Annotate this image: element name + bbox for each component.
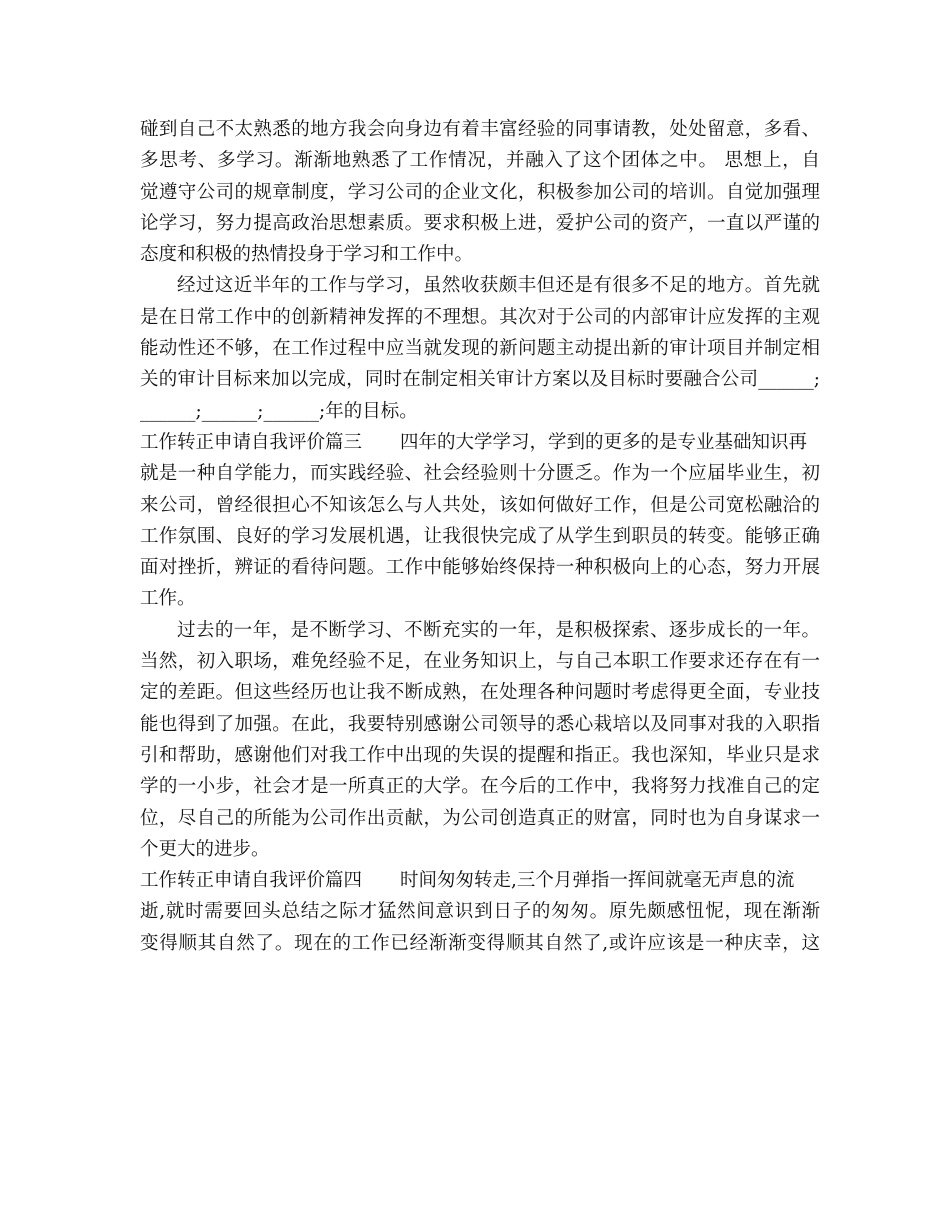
section-heading: 工作转正申请自我评价篇三 (140, 431, 363, 453)
text-fragment: 四年的大学学习，学到的更多的是专业基础知识再 (400, 431, 808, 453)
text-line: 逝,就时需要回头总结之际才猛然间意识到日子的匆匆。原先颇感忸怩，现在渐渐 (140, 901, 820, 923)
paragraph-5 (140, 865, 820, 959)
text-line: 面对挫折，辨证的看待问题。工作中能够始终保持一种积极向上的心态，努力开展 (140, 557, 820, 579)
text-line: 关的审计目标来加以完成，同时在制定相关审计方案以及目标时要融合公司______; (140, 369, 820, 391)
text-line: 态度和积极的热情投身于学习和工作中。 (140, 244, 474, 266)
text-line: 碰到自己不太熟悉的地方我会向身边有着丰富经验的同事请教，处处留意，多看、 (140, 119, 820, 140)
paragraph-3 (140, 427, 820, 615)
text-line: 引和帮助，感谢他们对我工作中出现的失误的提醒和指正。我也深知，毕业只是求 (140, 744, 820, 766)
text-line: 位，尽自己的所能为公司作出贡献，为公司创造真正的财富，同时也为自身谋求一 (140, 807, 820, 829)
text-line (140, 865, 820, 896)
text-line: 能也得到了加强。在此，我要特别感谢公司领导的悉心栽培以及同事对我的入职指 (140, 713, 820, 735)
text-line: 经过这近半年的工作与学习，虽然收获颇丰但还是有很多不足的地方。首先就 (177, 275, 820, 297)
section-heading: 工作转正申请自我评价篇四 (140, 870, 363, 892)
text-line: 个更大的进步。 (140, 838, 270, 860)
paragraph-4 (140, 615, 820, 865)
paragraph-2 (140, 270, 820, 426)
text-line: 多思考、多学习。渐渐地熟悉了工作情况，并融入了这个团体之中。 思想上，自 (140, 150, 820, 172)
text-line (140, 427, 820, 458)
document-body (140, 114, 820, 959)
text-fragment: 时间匆匆转走,三个月弹指一挥间就毫无声息的流 (400, 870, 795, 892)
text-line: 是在日常工作中的创新精神发挥的不理想。其次对于公司的内部审计应发挥的主观 (140, 306, 820, 328)
text-line: 工作。 (140, 588, 196, 610)
text-line: 过去的一年，是不断学习、不断充实的一年，是积极探索、逐步成长的一年。 (177, 619, 820, 641)
text-line: ______;______;______;年的目标。 (140, 400, 418, 422)
text-line: 能动性还不够，在工作过程中应当就发现的新问题主动提出新的审计项目并制定相 (140, 338, 820, 360)
text-line: 学的一小步，社会才是一所真正的大学。在今后的工作中，我将努力找准自己的定 (140, 776, 820, 798)
text-line: 觉遵守公司的规章制度，学习公司的企业文化，积极参加公司的培训。自觉加强理 (140, 181, 820, 203)
text-line: 变得顺其自然了。现在的工作已经渐渐变得顺其自然了,或许应该是一种庆幸，这 (140, 932, 820, 954)
text-line: 当然，初入职场，难免经验不足，在业务知识上，与自己本职工作要求还存在有一 (140, 651, 820, 673)
text-line: 论学习，努力提高政治思想素质。要求积极上进，爱护公司的资产，一直以严谨的 (140, 212, 820, 234)
text-line: 就是一种自学能力，而实践经验、社会经验则十分匮乏。作为一个应届毕业生，初 (140, 463, 820, 485)
paragraph-1 (140, 114, 820, 270)
text-line: 来公司，曾经很担心不知该怎么与人共处，该如何做好工作，但是公司宽松融洽的 (140, 494, 820, 516)
text-line: 定的差距。但这些经历也让我不断成熟，在处理各种问题时考虑得更全面，专业技 (140, 682, 820, 704)
text-line: 工作氛围、良好的学习发展机遇，让我很快完成了从学生到职员的转变。能够正确 (140, 525, 820, 547)
